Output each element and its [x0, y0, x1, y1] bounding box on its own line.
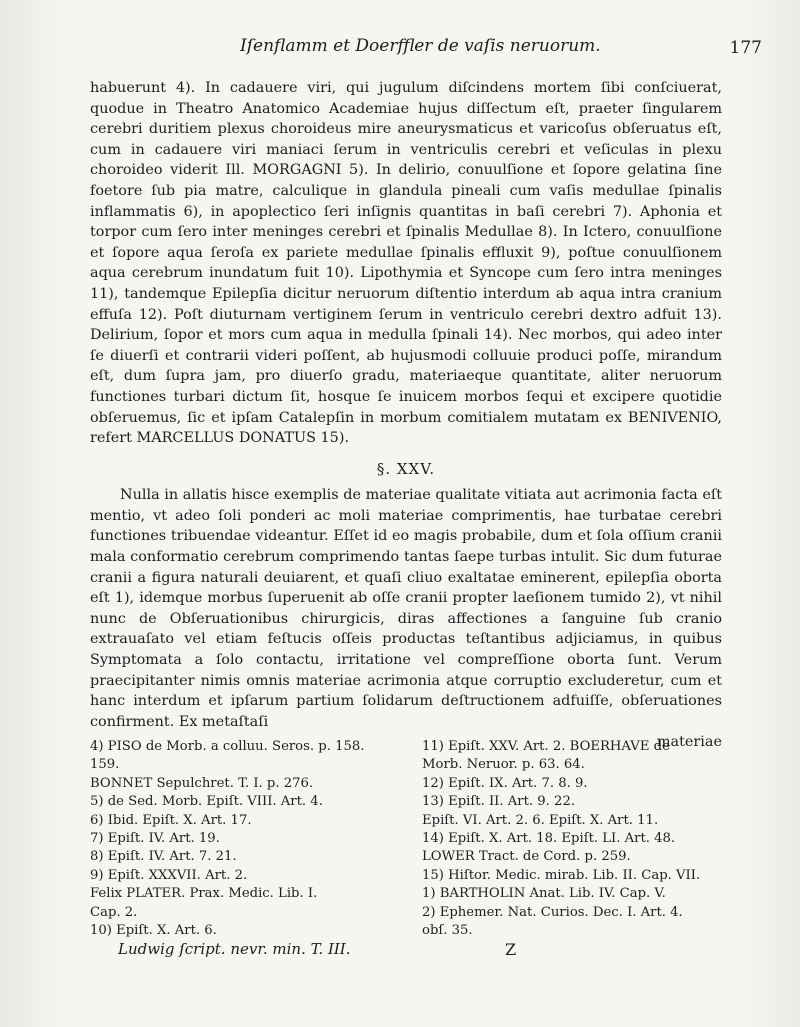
footnote-line: Epiſt. VI. Art. 2. 6. Epiſt. X. Art. 11.: [422, 812, 659, 828]
running-title: Iſenflamm et Doerffler de vaſis neruorum.: [240, 36, 601, 56]
footnote-line: 11) Epiſt. XXV. Art. 2. BOERHAVE de: [422, 739, 670, 754]
footnote-line: 9) Epiſt. XXXVII. Art. 2.: [90, 867, 248, 883]
footnotes: [90, 738, 722, 940]
page-header: [0, 34, 800, 64]
footnote-line: LOWER Tract. de Cord. p. 259.: [422, 849, 631, 865]
footnote-line: 159.: [90, 757, 120, 773]
footnote-line: BONNET Sepulchret. T. I. p. 276.: [90, 775, 314, 791]
footnote-line: 8) Epiſt. IV. Art. 7. 21.: [90, 849, 237, 865]
footnotes-left-column: [90, 738, 390, 940]
footnote-line: 5) de Sed. Morb. Epiſt. VIII. Art. 4.: [90, 794, 323, 810]
page-number: 177: [729, 38, 762, 58]
footnote-line: 14) Epiſt. X. Art. 18. Epiſt. LI. Art. 48.: [422, 831, 676, 847]
main-text: [90, 78, 722, 753]
paragraph-1: habuerunt 4). In cadauere viri, qui jugulum diſcindens mortem ſibi conſciuerat, quodue in Theatro Anatomico Academiae hujus diſſectum eſt, praeter ſingularem cerebri duritiem plexus choroideus mire aneurysmaticus et varicoſus obſeruatus eſt, cum in cadauere viri maniaci ſerum in ventriculis cerebri et veſiculas in plexu choroideo viderit Ill. MORGAGNI 5). In delirio, conuulſione et ſopore gelatina ſine foetore ſub pia matre, calculique in glandula pineali cum vaſis medullae ſpinalis inflammatis 6), in apoplectico ſeri inſignis quantitas in baſi cerebri 7). Aphonia et torpor cum ſero inter meninges cerebri et ſpinalis Medullae 8). In Ictero, conuulſione et ſopore aqua ſeroſa ex pariete medullae ſpinalis effluxit 9), poſtue conuulſionem aqua cerebrum inundatum fuit 10). Lipothymia et Syncope cum ſero intra meninges 11), tandemque Epilepſia dicitur neruorum diſtentio interdum ab aqua intra cranium effuſa 12). Poſt diuturnam vertiginem ſerum in ventriculo cerebri dextro adfuit 13). Delirium, ſopor et mors cum aqua in medulla ſpinali 14). Nec morbos, qui adeo inter ſe diuerſi et contrarii videri poſſent, ab hujusmodi colluuie produci poſſe, mirandum eſt, dum ſupra jam, pro diuerſo gradu, materiaeque quantitate, aliter neruorum functiones turbari dictum ſit, hosque ſe inuicem morbos ſequi et excipere quotidie obſeruemus, ſic et ipſam Catalepſin in morbum comitialem mutatam ex BENIVENIO, refert MARCELLUS DONATUS 15).: [90, 80, 722, 447]
footnote-line: 12) Epiſt. IX. Art. 7. 8. 9.: [422, 775, 588, 791]
signature-line: Ludwig ſcript. nevr. min. T. III.: [118, 940, 351, 958]
footnote-line: 1) BARTHOLIN Anat. Lib. IV. Cap. V.: [422, 886, 666, 902]
footnote-line: 10) Epiſt. X. Art. 6.: [90, 923, 217, 939]
catchword: materiae: [656, 734, 722, 751]
footnote-line: 4) PISO de Morb. a colluu. Seros. p. 158.: [90, 739, 365, 754]
paragraph-2: Nulla in allatis hisce exemplis de materiae qualitate vitiata aut acrimonia facta eſt mentio, vt adeo ſoli ponderi ac moli materiae comprimentis, hae turbatae cerebri functiones tribuendae videantur. Eſſet id eo magis probabile, dum et ſola oſſium cranii mala conformatio cerebrum comprimendo tantas ſaepe turbas intulit. Sic dum futurae cranii a figura naturali deuiarent, et quaſi cliuo exaltatae eminerent, epilepſia oborta eſt 1), idemque morbus ſuperuenit ab oſſe cranii propter laeſionem tumido 2), vt nihil nunc de Obſeruationibus chirurgicis, diras affectiones a ſanguine ſub cranio extrauaſato vel etiam feſtucis oſſeis productas teſtantibus adjiciamus, in quibus Symptomata a ſolo contactu, irritatione vel compreſſione oborta ſunt. Verum praecipitanter nimis omnis materiae acrimonia atque corruptio excluderetur, cum et hanc interdum et ipſarum partium ſolidarum deſtructionem adfuiſſe, obſeruationes confirment. Ex metaſtaſi: [90, 487, 722, 730]
page-footer: [0, 940, 800, 970]
footnote-line: Morb. Neruor. p. 63. 64.: [422, 757, 585, 773]
footnote-line: Cap. 2.: [90, 904, 138, 920]
footnote-line: 7) Epiſt. IV. Art. 19.: [90, 831, 220, 847]
footnote-line: Felix PLATER. Prax. Medic. Lib. I.: [90, 886, 318, 902]
footnote-line: 13) Epiſt. II. Art. 9. 22.: [422, 794, 576, 810]
footnote-line: 2) Ephemer. Nat. Curios. Dec. I. Art. 4.: [422, 904, 683, 920]
footnote-line: obſ. 35.: [422, 923, 473, 939]
footnotes-right-column: [422, 738, 722, 940]
footnote-line: 15) Hiſtor. Medic. mirab. Lib. II. Cap. VII.: [422, 867, 701, 883]
footnote-line: 6) Ibid. Epiſt. X. Art. 17.: [90, 812, 252, 828]
sheet-mark: Z: [505, 940, 517, 959]
section-heading: §. XXV.: [376, 459, 436, 478]
